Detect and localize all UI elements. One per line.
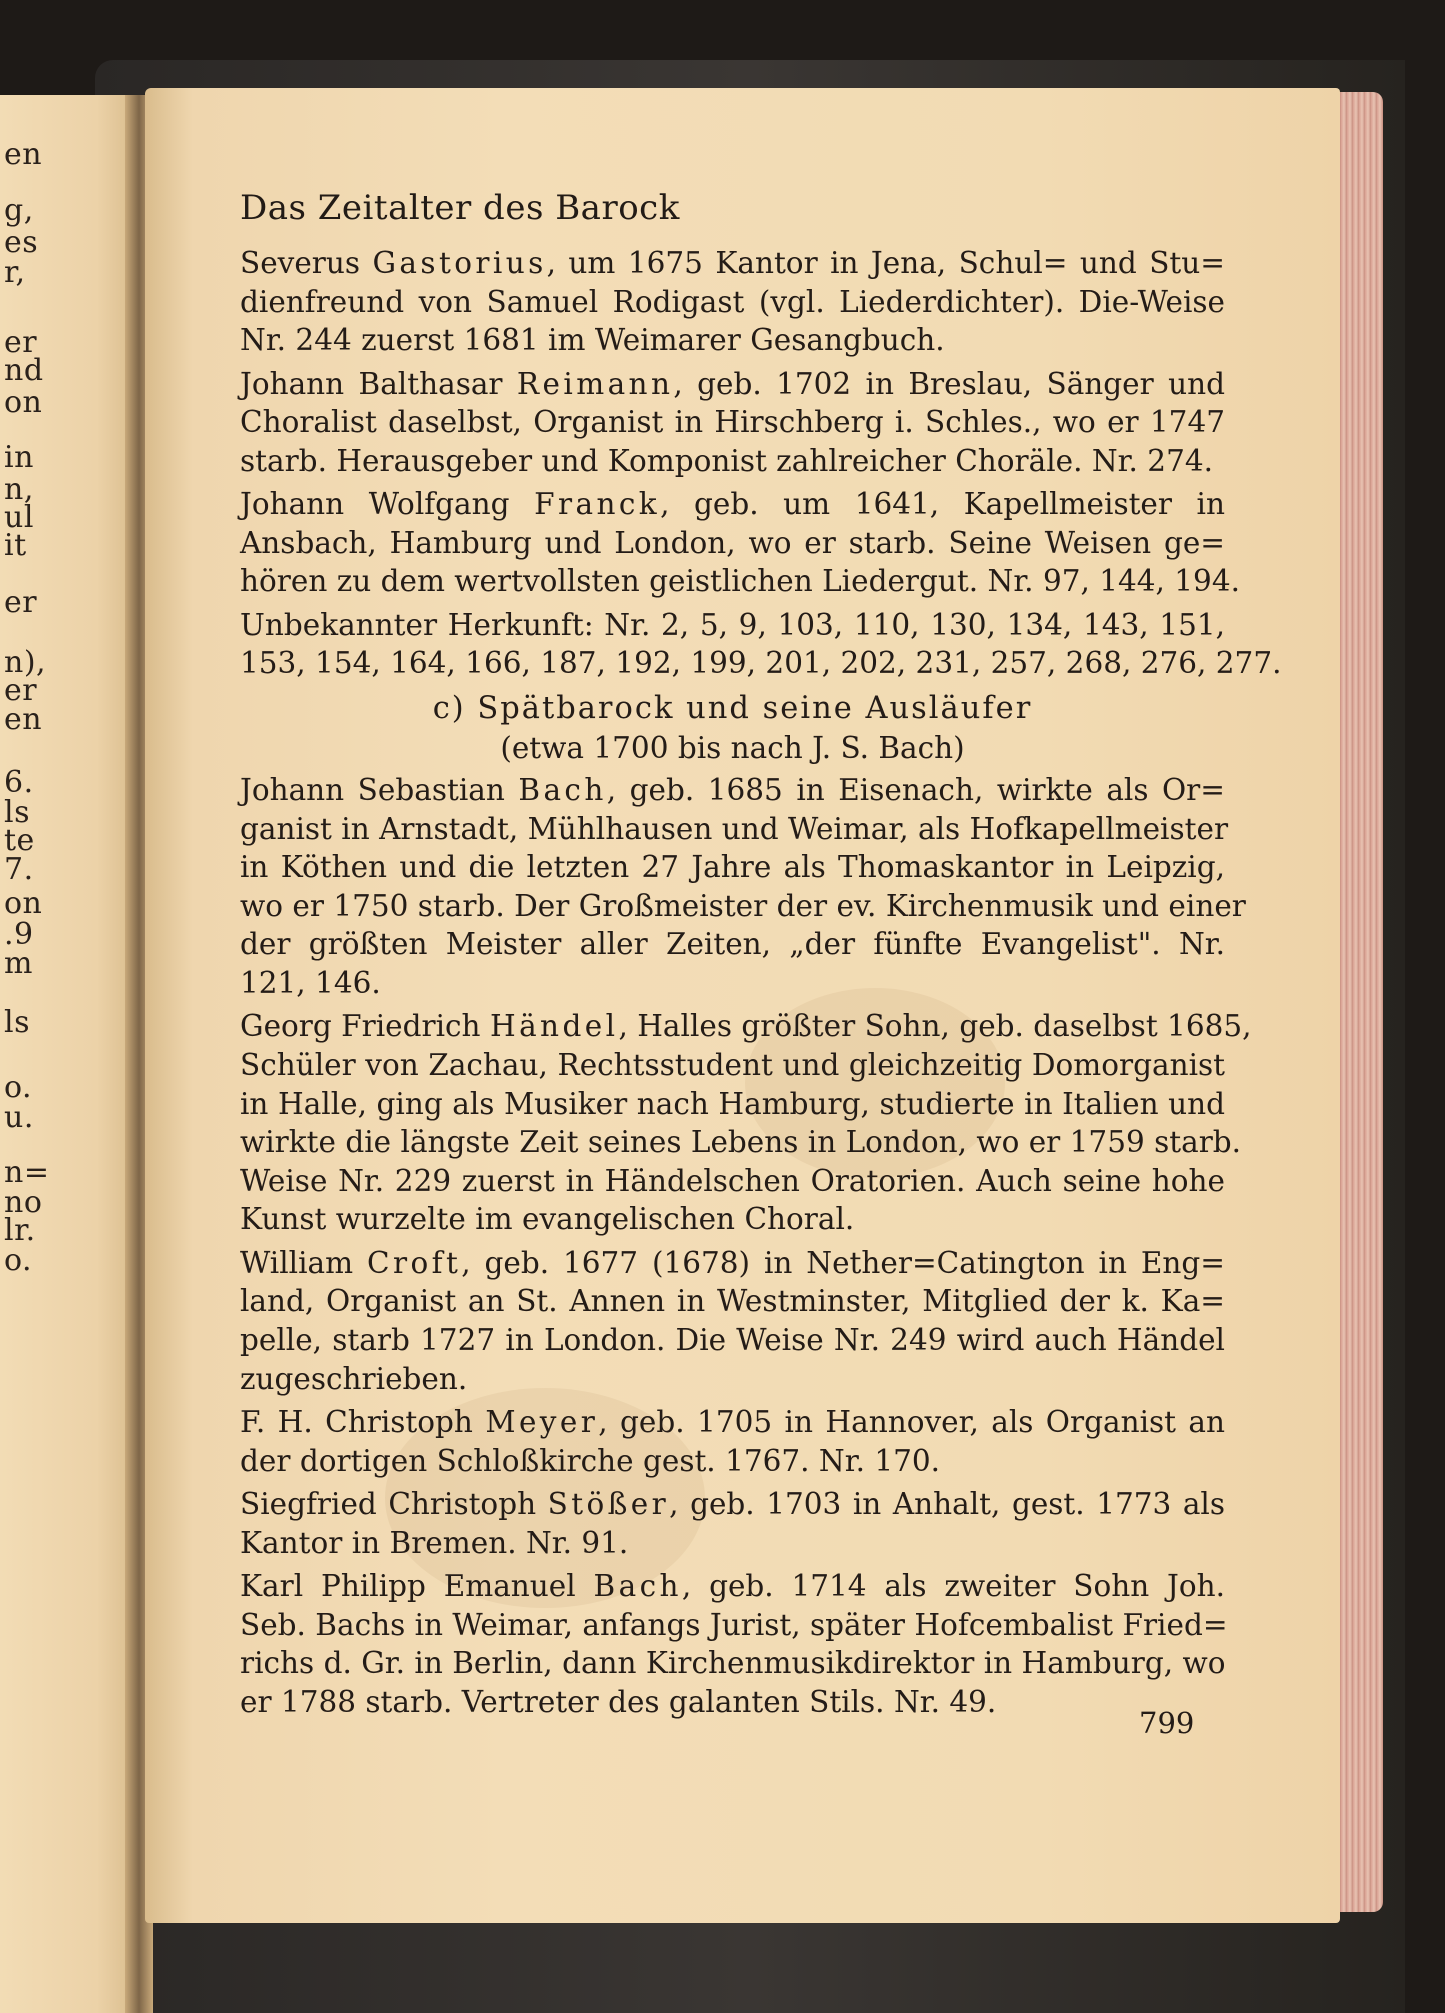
surname-spaced: Händel: [489, 1009, 619, 1044]
biography-entry: [240, 485, 1240, 601]
text-run: wo er 1750 starb. Der Großmeister der ev. Kirchenmusik und einer: [240, 888, 1246, 923]
right-page: [145, 88, 1340, 1923]
left-page-fragment: on: [4, 886, 43, 921]
text-line: [240, 1524, 1225, 1563]
text-line: [240, 1606, 1228, 1645]
left-page-fragment: m: [4, 946, 33, 981]
text-run: dienfreund von Samuel Rodigast (vgl. Liederdichter). Die-Weise: [240, 284, 1225, 319]
text-run: zugeschrieben.: [240, 1361, 468, 1396]
left-page-fragment: n),: [4, 645, 47, 680]
text-run: 153, 154, 164, 166, 187, 192, 199, 201, 202, 231, 257, 268, 276, 277.: [240, 646, 1282, 681]
section-subtitle: (etwa 1700 bis nach J. S. Bach): [500, 730, 965, 765]
text-line: [240, 810, 1229, 849]
left-page-fragment: on: [4, 385, 43, 420]
left-page-fragment: ul: [4, 500, 34, 535]
surname-spaced: Croft: [367, 1245, 462, 1280]
text-run: Severus: [240, 246, 373, 280]
surname-spaced: Franck: [534, 487, 661, 522]
text-run: , geb. 1702 in Breslau, Sänger und: [673, 366, 1225, 401]
text-run: Johann Sebastian: [240, 773, 519, 808]
text-run: Kunst wurzelte im evangelischen Choral.: [240, 1202, 855, 1237]
biography-entry: [240, 1007, 1252, 1239]
text-line: [240, 1567, 1225, 1606]
page-body: [240, 244, 1282, 1726]
surname-spaced: Stößer: [547, 1486, 670, 1521]
text-line: [240, 925, 1225, 964]
text-run: , geb. 1714 als zweiter Sohn Joh.: [681, 1568, 1225, 1603]
left-page-fragment: r,: [4, 255, 26, 290]
surname-spaced: Gastorius: [372, 246, 547, 280]
surname-spaced: Bach: [518, 773, 607, 808]
text-line: [240, 403, 1225, 442]
text-run: , Halles größter Sohn, geb. daselbst 1685,: [618, 1009, 1252, 1044]
text-run: Siegfried Christoph: [240, 1486, 548, 1521]
text-line: [240, 1683, 1225, 1722]
biography-entry: [240, 771, 1246, 1003]
page-number: 799: [1139, 1706, 1195, 1740]
left-page-fragment: .9: [4, 917, 34, 952]
text-line: [240, 524, 1225, 563]
text-run: in Halle, ging als Musiker nach Hamburg, studierte in Italien und: [240, 1086, 1225, 1121]
text-run: Georg Friedrich: [240, 1009, 490, 1044]
text-line: [240, 771, 1225, 810]
text-line: [240, 562, 1240, 601]
text-run: Choralist daselbst, Organist in Hirschberg i. Schles., wo er 1747: [240, 405, 1225, 440]
text-line: [240, 1403, 1225, 1442]
left-page-fragment: lr.: [4, 1213, 36, 1248]
text-line: [240, 1244, 1225, 1283]
page-edges: [1335, 92, 1383, 1912]
text-line: [240, 1282, 1225, 1321]
biography-entry: [240, 365, 1225, 481]
text-run: wirkte die längste Zeit seines Lebens in London, wo er 1759 starb.: [240, 1125, 1242, 1160]
biography-entry: [240, 1567, 1228, 1721]
biography-entry: [240, 1485, 1225, 1562]
left-page-fragment: ls: [4, 1005, 30, 1040]
text-line: [240, 848, 1225, 887]
text-line: [240, 321, 1225, 360]
surname-spaced: Bach: [593, 1568, 682, 1603]
left-page-fragment: er: [4, 673, 38, 708]
left-page-fragment: en: [4, 702, 43, 737]
text-run: , um 1675 Kantor in Jena, Schul= und Stu=: [546, 246, 1225, 280]
left-page: [0, 95, 138, 2013]
text-run: Nr. 244 zuerst 1681 im Weimarer Gesangbuch.: [240, 323, 945, 358]
text-run: Johann Balthasar: [240, 366, 517, 401]
left-page-fragment: n,: [4, 472, 34, 507]
text-line: [240, 442, 1225, 481]
text-line: [240, 1007, 1252, 1046]
left-page-fragment: en: [4, 137, 43, 172]
left-page-fragment: n=: [4, 1155, 50, 1190]
text-run: richs d. Gr. in Berlin, dann Kirchenmusikdirektor in Hamburg, wo: [240, 1646, 1226, 1681]
text-run: pelle, starb 1727 in London. Die Weise Nr. 249 wird auch Händel: [240, 1323, 1225, 1358]
text-run: Weise Nr. 229 zuerst in Händelschen Oratorien. Auch seine hohe: [240, 1163, 1225, 1198]
left-page-fragment: it: [4, 528, 27, 563]
entries-bottom: [240, 771, 1252, 1721]
text-line: [240, 887, 1246, 926]
text-run: der größten Meister aller Zeiten, „der fünfte Evangelist". Nr.: [240, 927, 1225, 962]
text-line: [240, 1085, 1225, 1124]
text-run: William: [240, 1245, 367, 1280]
section-title: c) Spätbarock und seine Ausläufer: [432, 690, 1033, 726]
text-run: , geb. um 1641, Kapellmeister in: [660, 487, 1225, 522]
surname-spaced: Meyer: [485, 1405, 599, 1439]
left-page-fragment: g,: [4, 193, 34, 228]
text-line: [240, 1442, 1225, 1481]
left-page-fragment: ls: [4, 795, 30, 830]
text-run: , geb. 1685 in Eisenach, wirkte als Or=: [606, 773, 1225, 808]
text-run: er 1788 starb. Vertreter des galanten Stils. Nr. 49.: [240, 1684, 997, 1719]
text-line: [240, 1046, 1225, 1085]
entries-top: [240, 244, 1282, 683]
text-run: , geb. 1677 (1678) in Nether=Catington in Eng=: [461, 1245, 1225, 1280]
biography-entry: [240, 606, 1282, 683]
text-run: 121, 146.: [240, 966, 381, 1001]
text-line: [240, 1485, 1225, 1524]
text-run: in Köthen und die letzten 27 Jahre als Thomaskantor in Leipzig,: [240, 850, 1225, 885]
text-run: Ansbach, Hamburg und London, wo er starb. Seine Weisen ge=: [240, 525, 1225, 560]
left-page-fragment: u.: [4, 1100, 34, 1135]
biography-entry: [240, 1244, 1225, 1398]
text-run: Kantor in Bremen. Nr. 91.: [240, 1525, 629, 1560]
text-line: [240, 283, 1225, 322]
text-run: , geb. 1705 in Hannover, als Organist an: [598, 1405, 1225, 1439]
text-line: [240, 1644, 1225, 1683]
left-page-fragment: o.: [4, 1070, 33, 1105]
text-line: [240, 1123, 1242, 1162]
text-line: [240, 1321, 1225, 1360]
text-run: starb. Herausgeber und Komponist zahlreicher Choräle. Nr. 274.: [240, 443, 1213, 478]
text-line: [240, 964, 1225, 1003]
text-line: [240, 1360, 1225, 1399]
text-run: Karl Philipp Emanuel: [240, 1568, 594, 1603]
surname-spaced: Reimann: [516, 366, 674, 401]
left-page-fragment: es: [4, 225, 39, 260]
left-page-fragment: 6.: [4, 765, 34, 800]
text-line: [240, 485, 1225, 524]
text-run: land, Organist an St. Annen in Westminster, Mitglied der k. Ka=: [240, 1284, 1225, 1319]
text-line: [240, 365, 1225, 404]
left-page-fragment: in: [4, 440, 34, 475]
text-run: , geb. 1703 in Anhalt, gest. 1773 als: [669, 1486, 1225, 1521]
text-run: ganist in Arnstadt, Mühlhausen und Weimar, als Hofkapellmeister: [240, 811, 1229, 846]
text-run: Schüler von Zachau, Rechtsstudent und gleichzeitig Domorganist: [240, 1048, 1225, 1083]
text-run: Unbekannter Herkunft: Nr. 2, 5, 9, 103, 110, 130, 134, 143, 151,: [240, 607, 1225, 642]
left-page-fragment: 7.: [4, 852, 34, 887]
left-page-fragment: o.: [4, 1243, 33, 1278]
text-line: [240, 606, 1225, 645]
text-run: hören zu dem wertvollsten geistlichen Liedergut. Nr. 97, 144, 194.: [240, 564, 1240, 599]
biography-entry: [240, 244, 1225, 360]
left-page-fragment: er: [4, 585, 38, 620]
text-line: [240, 1200, 1225, 1239]
left-page-fragment: no: [4, 1185, 43, 1220]
text-line: [240, 244, 1225, 283]
text-line: [240, 644, 1282, 683]
text-run: Seb. Bachs in Weimar, anfangs Jurist, später Hofcembalist Fried=: [240, 1607, 1228, 1642]
running-header: Das Zeitalter des Barock: [240, 188, 680, 228]
left-page-fragment: te: [4, 823, 35, 858]
text-run: Johann Wolfgang: [240, 487, 535, 522]
left-page-fragment: nd: [4, 353, 44, 388]
left-page-fragment: er: [4, 325, 38, 360]
text-line: [240, 1162, 1225, 1201]
text-run: der dortigen Schloßkirche gest. 1767. Nr. 170.: [240, 1443, 941, 1478]
text-run: F. H. Christoph: [240, 1405, 486, 1439]
biography-entry: [240, 1403, 1225, 1480]
